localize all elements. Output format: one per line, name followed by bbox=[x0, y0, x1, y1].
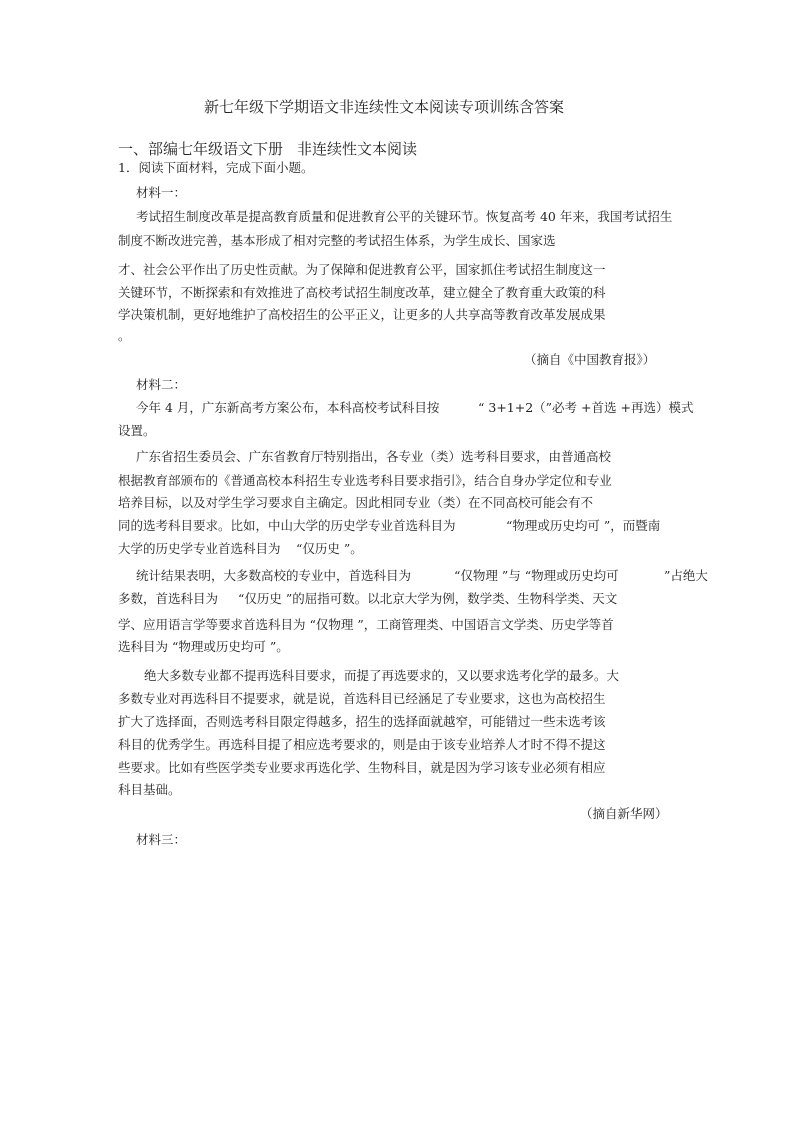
material2-p3-line: 选科目为 “物理或历史均可 ”。 bbox=[118, 639, 289, 654]
material2-p3-line: “仅历史 ”的屈指可数。以北京大学为例，数学类、生物科学类、天文 bbox=[238, 591, 618, 606]
material2-p2-line: 培养目标，以及对学生学习要求自主确定。因此相同专业（类）在不同高校可能会有不 bbox=[118, 495, 594, 510]
material2-p1-a: 今年 4 月，广东新高考方案公布，本科高校考试科目按 bbox=[136, 400, 440, 415]
material2-p4-line: 扩大了选择面，否则选考科目限定得越多，招生的选择面就越窄，可能错过一些未选考该 bbox=[118, 714, 606, 729]
material2-p4-line: 绝大多数专业都不提再选科目要求，而提了再选要求的，又以要求选考化学的最多。大 bbox=[144, 668, 620, 683]
section-heading-part2: 非连续性文本阅读 bbox=[297, 140, 418, 158]
material2-p3-line: “仅物理 ”与 “物理或历史均可 bbox=[454, 568, 619, 583]
material1-line: 考试招生制度改革是提高教育质量和促进教育公平的关键环节。恢复高考 40 年来，我国考试招生 bbox=[136, 209, 673, 224]
material2-p1-c: 设置。 bbox=[118, 423, 156, 438]
material1-line: 才、社会公平作出了历史性贡献。为了保障和促进教育公平，国家抓住考试招生制度这一 bbox=[118, 262, 606, 277]
section-heading bbox=[118, 139, 417, 159]
material2-label: 材料二： bbox=[136, 377, 187, 392]
material2-p2-line: “仅历史 ”。 bbox=[296, 541, 363, 556]
material1-line: 关键环节，不断探索和有效推进了高校考试招生制度改革，建立健全了教育重大政策的科 bbox=[118, 285, 606, 300]
material2-p2-line: 广东省招生委员会、广东省教育厅特别指出，各专业（类）选考科目要求，由普通高校 bbox=[136, 449, 612, 464]
material2-p2-line: 大学的历史学专业首选科目为 bbox=[118, 541, 281, 556]
document-title: 新七年级下学期语文非连续性文本阅读专项训练含答案 bbox=[204, 98, 565, 116]
material2-p2-line: 根据教育部颁布的《普通高校本科招生专业选考科目要求指引》，结合自身办学定位和专业 bbox=[118, 473, 612, 488]
material3-label: 材料三： bbox=[136, 832, 187, 847]
material2-p4-line: 科目基础。 bbox=[118, 782, 181, 797]
material2-p3-line: ”占绝大 bbox=[664, 568, 708, 583]
material2-p3-line: 统计结果表明，大多数高校的专业中，首选科目为 bbox=[136, 568, 412, 583]
material2-p2-line: “物理或历史均可 ”，而暨南 bbox=[506, 518, 661, 533]
material2-p4-line: 些要求。比如有些医学类专业要求再选化学、生物科目，就是因为学习该专业必须有相应 bbox=[118, 760, 606, 775]
material1-line: 。 bbox=[118, 328, 131, 343]
question-prompt: 1．阅读下面材料，完成下面小题。 bbox=[118, 160, 314, 175]
material2-p4-line: 科目的优秀学生。再选科目提了相应选考要求的，则是由于该专业培养人才时不得不提这 bbox=[118, 737, 606, 752]
material1-source: （摘自《中国教育报》） bbox=[524, 352, 656, 367]
material1-label: 材料一： bbox=[136, 185, 187, 200]
section-heading-part1: 一、部编七年级语文下册 bbox=[118, 140, 284, 158]
material2-p1-b: “ 3+1+2（”必考 +首选 +再选）模式 bbox=[478, 400, 694, 415]
material1-line: 制度不断改进完善，基本形成了相对完整的考试招生体系，为学生成长、国家选 bbox=[118, 233, 556, 248]
material2-p3-line: 学、应用语言学等要求首选科目为 “仅物理 ”，工商管理类、中国语言文学类、历史学等首 bbox=[118, 617, 614, 632]
material2-p4-line: 多数专业对再选科目不提要求，就是说，首选科目已经涵足了专业要求，这也为高校招生 bbox=[118, 691, 606, 706]
material2-source: （摘自新华网） bbox=[580, 806, 668, 821]
material2-p3-line: 多数，首选科目为 bbox=[118, 591, 219, 606]
material2-p2-line: 同的选考科目要求。比如，中山大学的历史学专业首选科目为 bbox=[118, 518, 456, 533]
material1-line: 学决策机制，更好地维护了高校招生的公平正义，让更多的人共享高等教育改革发展成果 bbox=[118, 307, 606, 322]
